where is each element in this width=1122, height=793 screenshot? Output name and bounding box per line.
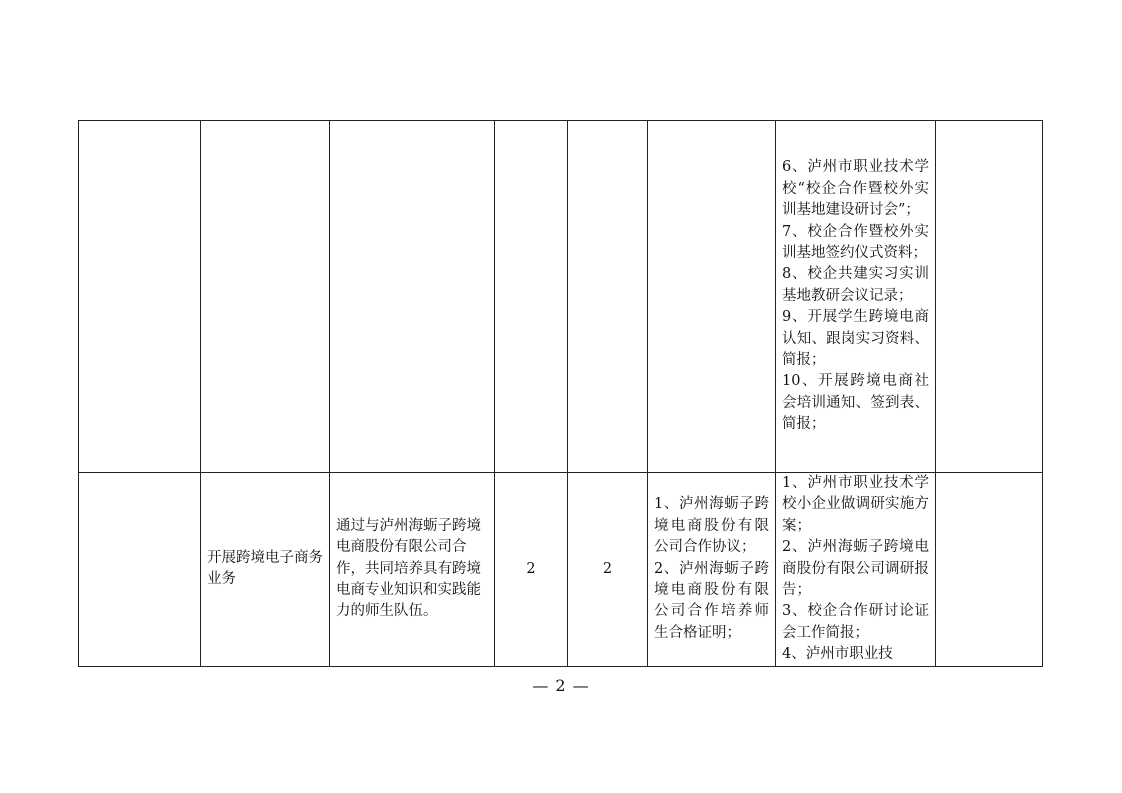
- table-cell-outcomes: [648, 473, 776, 667]
- table-cell-content: [330, 473, 495, 667]
- table-cell-count-a: [495, 473, 568, 667]
- table-cell-outcomes: [648, 121, 776, 473]
- table-cell-category: [79, 121, 201, 473]
- evidence-item: 1、泸州市职业技术学校小企业做调研实施方案；: [782, 475, 929, 534]
- count-a-value: 2: [526, 560, 536, 577]
- evidence-item: 9、开展学生跨境电商认知、跟岗实习资料、简报；: [782, 309, 929, 369]
- table-cell-count-b: [568, 473, 648, 667]
- table-cell-category: [79, 473, 201, 667]
- evidence-list: [776, 157, 935, 435]
- table-cell-task: [201, 473, 330, 667]
- evidence-item: 8、校企共建实习实训基地教研会议记录；: [782, 266, 929, 304]
- evidence-item: 6、泸州市职业技术学校“校企合作暨校外实训基地建设研讨会”；: [782, 159, 929, 219]
- table-cell-evidence: [776, 121, 936, 473]
- page-number: — 2 —: [532, 676, 590, 695]
- evidence-item: 2、泸州海蛎子跨境电商股份有限公司调研报告；: [782, 539, 929, 599]
- table-cell-task: [201, 121, 330, 473]
- table-cell-content: [330, 121, 495, 473]
- table-cell-notes: [936, 473, 1043, 667]
- evidence-list: [776, 473, 935, 666]
- table-cell-evidence: [776, 473, 936, 667]
- task-text: 开展跨境电子商务业务: [207, 549, 323, 588]
- table-row: [79, 121, 1043, 473]
- table-cell-count-b: [568, 121, 648, 473]
- evidence-item: 3、校企合作研讨论证会工作简报；: [782, 603, 929, 641]
- count-b-value: 2: [602, 560, 613, 577]
- outcome-list: [648, 494, 775, 644]
- table-row: [79, 473, 1043, 667]
- outcome-item: 1、泸州海蛎子跨境电商股份有限公司合作协议；: [654, 496, 769, 556]
- table-cell-count-a: [495, 121, 568, 473]
- evidence-item: 10、开展跨境电商社会培训通知、签到表、简报；: [782, 373, 929, 433]
- table-cell-notes: [936, 121, 1043, 473]
- outcome-item: 2、泸州海蛎子跨境电商股份有限公司合作培养师生合格证明；: [654, 560, 769, 641]
- evidence-item: 7、校企合作暨校外实训基地签约仪式资料；: [782, 223, 929, 261]
- plan-table: [78, 120, 1043, 667]
- content-text: 通过与泸州海蛎子跨境电商股份有限公司合作，共同培养具有跨境电商专业知识和实践能力的师生队伍。: [336, 517, 481, 620]
- evidence-item: 4、泸州市职业技: [782, 646, 893, 663]
